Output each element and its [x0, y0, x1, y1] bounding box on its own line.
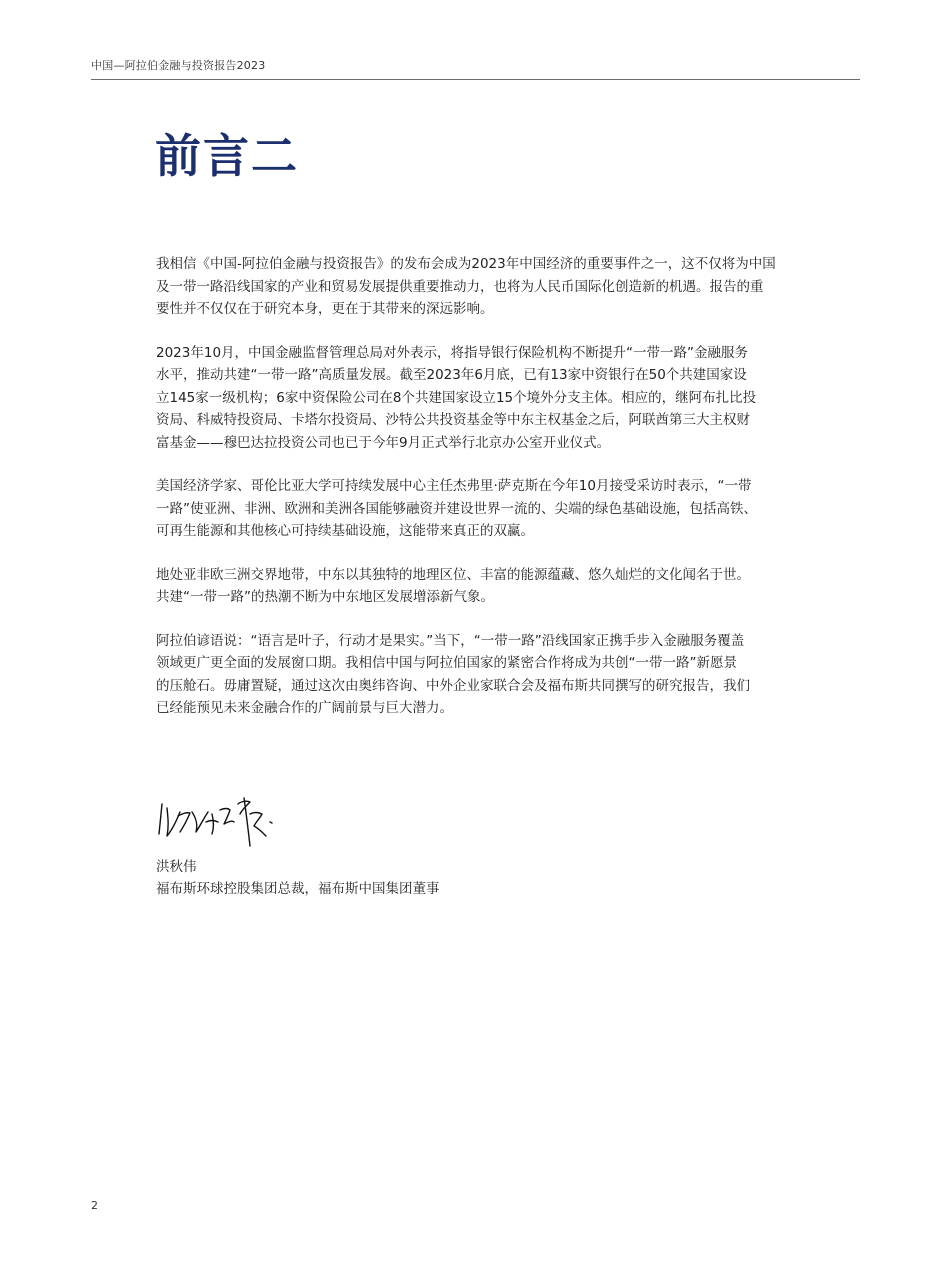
paragraph-line: 已经能预见未来金融合作的广阔前景与巨大潜力。 [156, 700, 453, 716]
paragraph-line: 美国经济学家、哥伦比亚大学可持续发展中心主任杰弗里·萨克斯在今年10月接受采访时表示，“一带 [156, 478, 752, 494]
paragraph-line: 及一带一路沿线国家的产业和贸易发展提供重要推动力，也将为人民币国际化创造新的机遇。报告的重 [156, 278, 764, 295]
foreword-body [156, 253, 796, 741]
paragraph-5 [156, 630, 796, 720]
handwritten-signature [154, 792, 286, 854]
paragraph-line: 阿拉伯谚语说：“语言是叶子，行动才是果实。”当下，“一带一路”沿线国家正携手步入金融服务覆盖 [156, 632, 745, 649]
paragraph-line: 一路”使亚洲、非洲、欧洲和美洲各国能够融资并建设世界一流的、尖端的绿色基础设施，包括高铁、 [156, 500, 757, 517]
running-header: 中国—阿拉伯金融与投资报告2023 [91, 59, 266, 72]
header-divider [91, 79, 860, 80]
paragraph-line: 立145家一级机构；6家中资保险公司在8个共建国家设立15个境外分支主体。相应的，继阿布扎比投 [156, 389, 757, 406]
paragraph-line: 2023年10月，中国金融监督管理总局对外表示，将指导银行保险机构不断提升“一带一路”金融服务 [156, 344, 749, 361]
paragraph-line: 领域更广更全面的发展窗口期。我相信中国与阿拉伯国家的紧密合作将成为共创“一带一路”新愿景 [156, 655, 737, 671]
page-number: 2 [91, 1199, 98, 1212]
paragraph-2 [156, 342, 796, 455]
paragraph-1 [156, 253, 796, 321]
paragraph-3 [156, 475, 796, 543]
paragraph-line: 富基金——穆巴达拉投资公司也已于今年9月正式举行北京办公室开业仪式。 [156, 434, 611, 451]
paragraph-line: 我相信《中国-阿拉伯金融与投资报告》的发布会成为2023年中国经济的重要事件之一，这不仅将为中国 [156, 256, 776, 272]
paragraph-4 [156, 564, 796, 609]
paragraph-line: 要性并不仅仅在于研究本身，更在于其带来的深远影响。 [156, 301, 494, 317]
paragraph-line: 共建“一带一路”的热潮不断为中东地区发展增添新气象。 [156, 589, 494, 605]
paragraph-line: 的压舱石。毋庸置疑，通过这次由奥纬咨询、中外企业家联合会及福布斯共同撰写的研究报告，我们 [156, 677, 750, 694]
paragraph-line: 水平，推动共建“一带一路”高质量发展。截至2023年6月底，已有13家中资银行在50个共建国家设 [156, 367, 747, 383]
paragraph-line: 可再生能源和其他核心可持续基础设施，这能带来真正的双赢。 [156, 523, 534, 539]
paragraph-line: 资局、科威特投资局、卡塔尔投资局、沙特公共投资基金等中东主权基金之后，阿联酋第三大主权财 [156, 412, 750, 428]
paragraph-line: 地处亚非欧三洲交界地带，中东以其独特的地理区位、丰富的能源蕴藏、悠久灿烂的文化闻名于世。 [156, 566, 750, 583]
signer-name: 洪秋伟 [156, 859, 197, 875]
signer-title: 福布斯环球控股集团总裁，福布斯中国集团董事 [156, 881, 440, 897]
page-title: 前言二 [155, 129, 299, 183]
